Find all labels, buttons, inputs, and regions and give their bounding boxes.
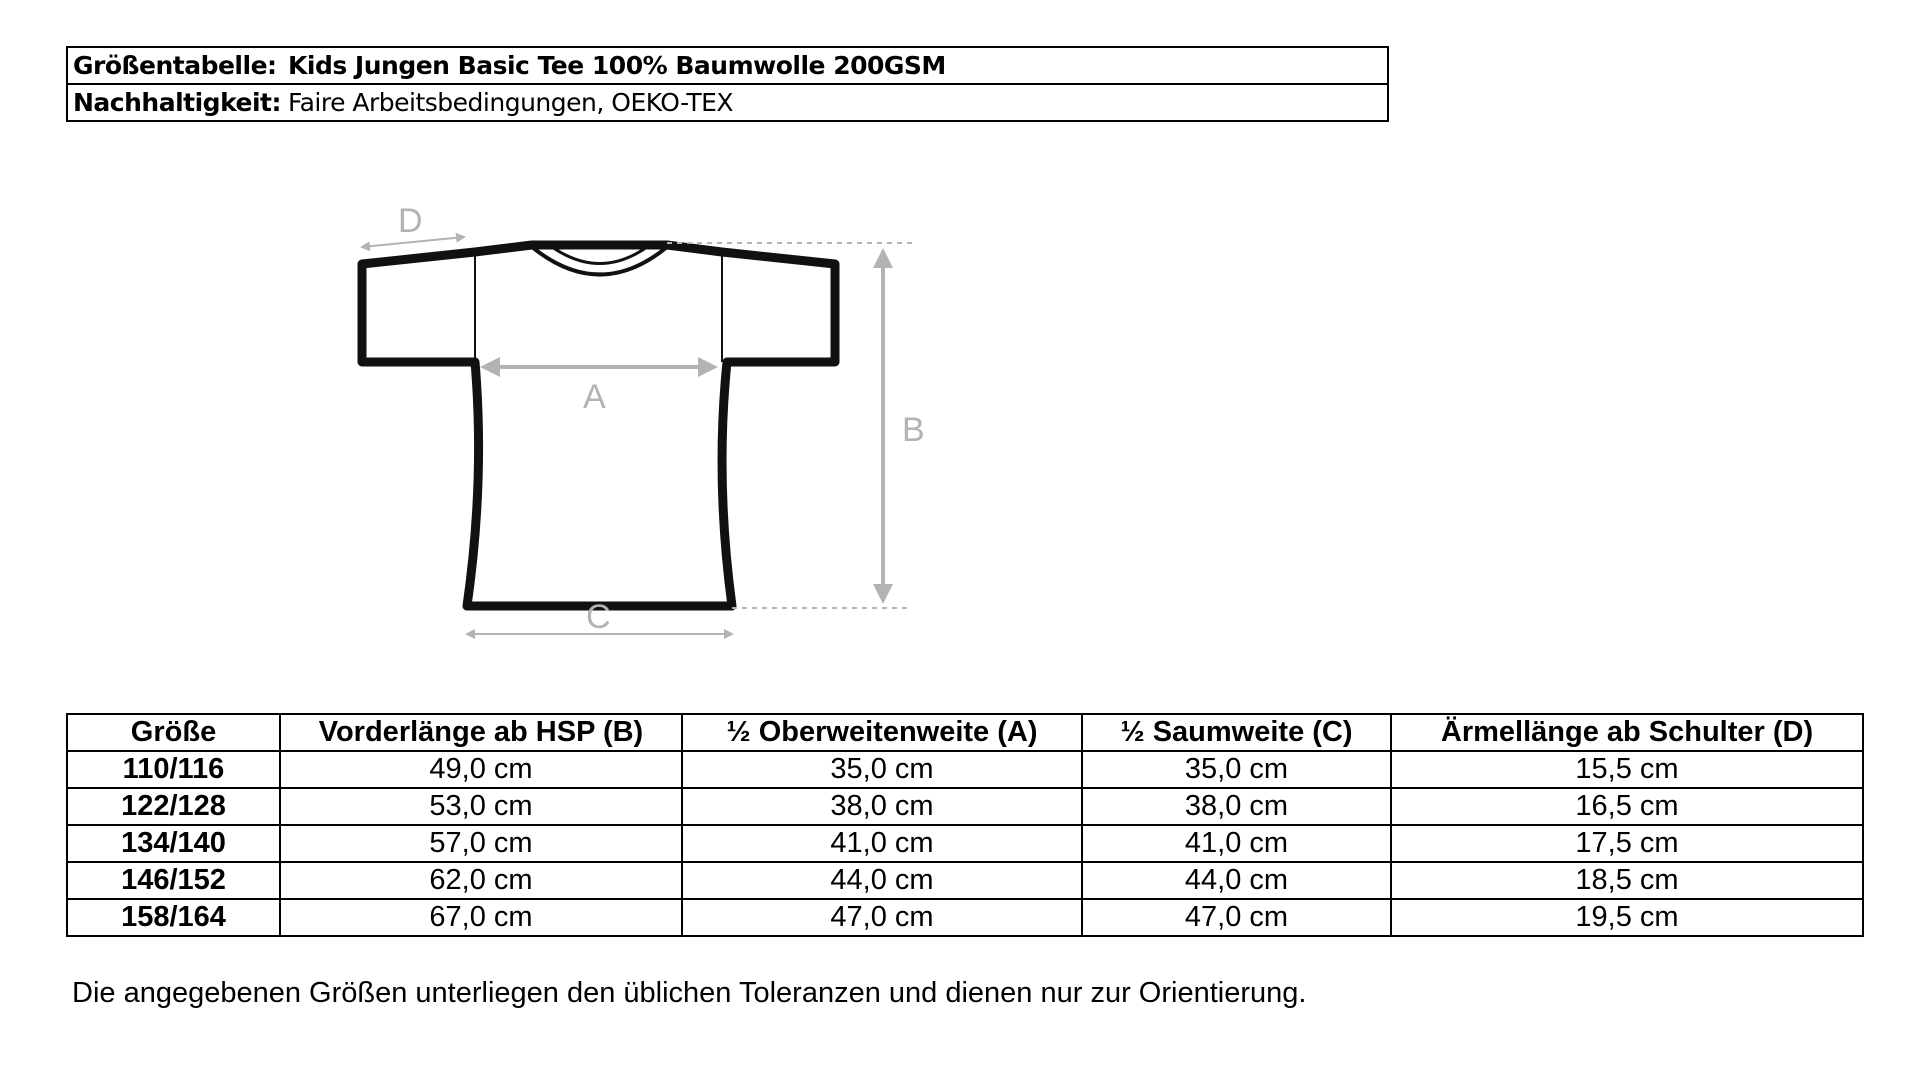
- front-length-cell: 67,0 cm: [280, 899, 682, 936]
- size-cell: 146/152: [67, 862, 280, 899]
- hem-width-cell: 44,0 cm: [1082, 862, 1391, 899]
- tshirt-outline: [362, 245, 835, 606]
- header-sleeve-length: Ärmellänge ab Schulter (D): [1391, 714, 1863, 751]
- sleeve-length-cell: 19,5 cm: [1391, 899, 1863, 936]
- header-half-hem-width: ½ Saumweite (C): [1082, 714, 1391, 751]
- size-cell: 122/128: [67, 788, 280, 825]
- table-row: [67, 751, 1863, 788]
- label-b: B: [902, 411, 925, 449]
- header-half-chest-width: ½ Oberweitenweite (A): [682, 714, 1082, 751]
- size-cell: 158/164: [67, 899, 280, 936]
- table-row: [67, 788, 1863, 825]
- hem-width-cell: 47,0 cm: [1082, 899, 1391, 936]
- label-c: C: [586, 598, 611, 636]
- info-value-product-name: Kids Jungen Basic Tee 100% Baumwolle 200GSM: [283, 47, 1388, 84]
- hem-width-cell: 38,0 cm: [1082, 788, 1391, 825]
- header-front-length: Vorderlänge ab HSP (B): [280, 714, 682, 751]
- front-length-cell: 57,0 cm: [280, 825, 682, 862]
- table-row: [67, 899, 1863, 936]
- info-label-size-chart: Größentabelle:: [67, 47, 283, 84]
- label-d: D: [398, 202, 423, 240]
- info-label-sustainability: Nachhaltigkeit:: [67, 84, 283, 121]
- tolerance-note: Die angegebenen Größen unterliegen den üblichen Toleranzen und dienen nur zur Orientierung.: [72, 977, 1307, 1009]
- header-size: Größe: [67, 714, 280, 751]
- size-table-header-row: [67, 714, 1863, 751]
- hem-width-cell: 35,0 cm: [1082, 751, 1391, 788]
- hem-width-cell: 41,0 cm: [1082, 825, 1391, 862]
- chest-width-cell: 44,0 cm: [682, 862, 1082, 899]
- chest-width-cell: 35,0 cm: [682, 751, 1082, 788]
- size-cell: 134/140: [67, 825, 280, 862]
- label-a: A: [583, 378, 606, 416]
- sleeve-length-cell: 15,5 cm: [1391, 751, 1863, 788]
- front-length-cell: 62,0 cm: [280, 862, 682, 899]
- chest-width-cell: 47,0 cm: [682, 899, 1082, 936]
- info-value-sustainability: Faire Arbeitsbedingungen, OEKO-TEX: [283, 84, 1388, 121]
- chest-width-cell: 38,0 cm: [682, 788, 1082, 825]
- front-length-cell: 49,0 cm: [280, 751, 682, 788]
- chest-width-cell: 41,0 cm: [682, 825, 1082, 862]
- size-table: [66, 713, 1864, 937]
- size-cell: 110/116: [67, 751, 280, 788]
- table-row: [67, 825, 1863, 862]
- sleeve-length-cell: 17,5 cm: [1391, 825, 1863, 862]
- front-length-cell: 53,0 cm: [280, 788, 682, 825]
- sleeve-length-cell: 18,5 cm: [1391, 862, 1863, 899]
- measurement-guides: [362, 237, 912, 634]
- sleeve-length-cell: 16,5 cm: [1391, 788, 1863, 825]
- table-row: [67, 862, 1863, 899]
